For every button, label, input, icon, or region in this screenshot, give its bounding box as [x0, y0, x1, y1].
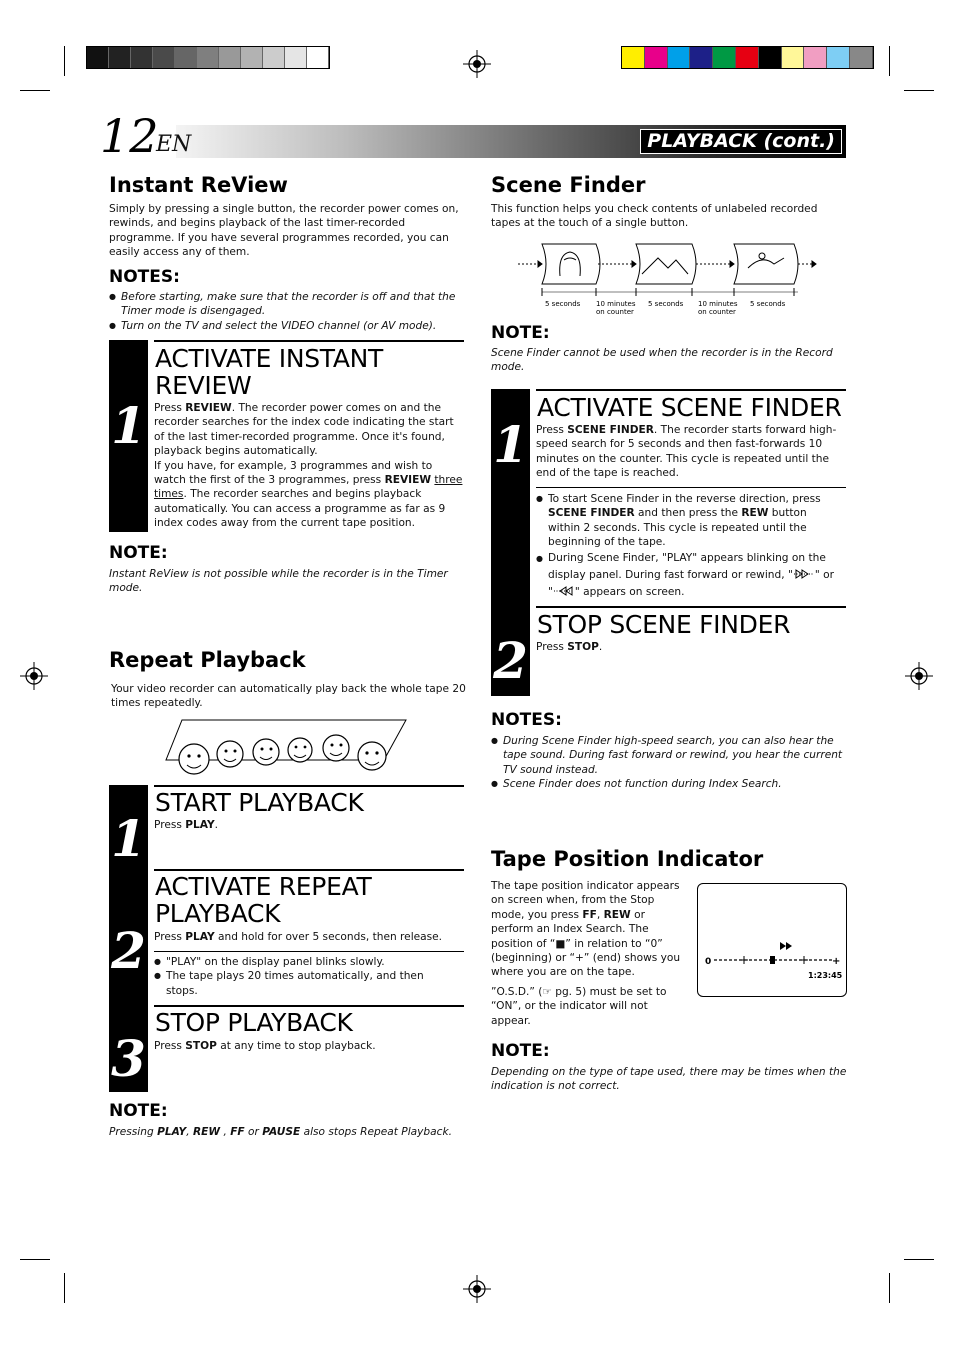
- key-label: SCENE FINDER: [548, 507, 635, 520]
- color-calibration-bar: [621, 46, 874, 69]
- diagram-label: 5 seconds: [648, 300, 684, 308]
- step-text: [536, 423, 846, 481]
- tape-position-note: Depending on the type of tape used, there may be times when the indication is not correct.: [491, 1066, 847, 1093]
- registration-mark-icon: [463, 50, 491, 78]
- gray-swatch: [87, 47, 109, 68]
- key-label: REVIEW: [384, 474, 432, 487]
- crop-mark: [64, 46, 65, 76]
- key-label: REVIEW: [185, 402, 232, 414]
- fast-forward-search-icon: [793, 568, 815, 580]
- diagram-label: on counter: [596, 308, 634, 316]
- text: and then press the: [634, 507, 742, 520]
- key-label: REW: [603, 908, 631, 921]
- header-band: [176, 125, 846, 158]
- key-label: PLAY: [185, 931, 215, 943]
- tape-position-text: [491, 879, 687, 980]
- registration-mark-icon: [463, 1275, 491, 1303]
- gray-swatch: [263, 47, 285, 68]
- section-title: PLAYBACK (cont.): [640, 129, 842, 154]
- gray-swatch: [219, 47, 241, 68]
- text: If you have, for example, 3 programmes and wish to watch the first of the 3 programmes, press: [154, 459, 433, 487]
- note-heading: NOTE:: [491, 323, 550, 343]
- crop-mark: [64, 1273, 65, 1303]
- note-heading: NOTE:: [109, 543, 168, 563]
- scene-finder-diagram: [512, 240, 822, 318]
- text: ,: [186, 1126, 193, 1138]
- step-number-block: [109, 785, 148, 1092]
- text: or: [244, 1126, 263, 1138]
- grayscale-calibration-bar: [86, 46, 330, 69]
- repeat-playback-note: [109, 1125, 469, 1139]
- text: .: [598, 641, 603, 653]
- crop-mark: [889, 1273, 890, 1303]
- text: Press: [154, 402, 186, 414]
- step-text: [154, 401, 464, 531]
- color-swatch: [827, 47, 850, 68]
- text: also stops Repeat Playback.: [300, 1126, 452, 1138]
- step-rule: [154, 340, 464, 342]
- crop-mark: [904, 90, 934, 91]
- color-swatch: [645, 47, 668, 68]
- registration-mark-icon: [905, 662, 933, 690]
- gray-swatch: [241, 47, 263, 68]
- scene-finder-intro: This function helps you check contents of unlabeled recorded tapes at the touch of a single button.: [491, 203, 818, 230]
- step-rule: [154, 869, 464, 871]
- key-label: PAUSE: [262, 1126, 301, 1138]
- text: Press: [154, 819, 186, 831]
- note-heading: NOTE:: [109, 1101, 168, 1121]
- tape-position-indicator: [704, 940, 842, 980]
- key-label: STOP: [185, 1040, 217, 1052]
- diagram-label: 10 minutes: [698, 300, 738, 308]
- bullet-item: [536, 550, 842, 601]
- divider: [154, 951, 464, 952]
- registration-mark-icon: [20, 662, 48, 690]
- step-title: ACTIVATE INSTANT REVIEW: [155, 344, 383, 400]
- text: " appears on screen.: [574, 585, 685, 598]
- color-swatch: [804, 47, 827, 68]
- diagram-label: on counter: [698, 308, 736, 316]
- tape-position-heading: Tape Position Indicator: [491, 847, 764, 871]
- scale-end: +: [832, 956, 841, 967]
- text: To start Scene Finder in the reverse direction, press: [548, 493, 821, 505]
- text: During Scene Finder, "PLAY" appears blinking on the display panel. During fast forward or rewind, ": [548, 551, 826, 581]
- color-swatch: [668, 47, 691, 68]
- repeat-playback-heading: Repeat Playback: [109, 648, 306, 672]
- text: .: [214, 819, 218, 831]
- notes-heading: NOTES:: [491, 710, 562, 730]
- scale-start: 0: [705, 957, 712, 967]
- gray-swatch: [109, 47, 131, 68]
- key-label: FF: [582, 908, 597, 921]
- step-rule: [536, 606, 846, 608]
- key-label: STOP: [567, 641, 599, 653]
- text: . The recorder searches and begins playback automatically. You can access a programme as far as 9 index codes away from the current tape position.: [154, 488, 446, 530]
- note-heading: NOTE:: [491, 1041, 550, 1061]
- text: " or ": [548, 568, 834, 598]
- gray-swatch: [285, 47, 307, 68]
- instant-review-intro: Simply by pressing a single button, the recorder power comes on, rewinds, and begins playback of the last timer-recorded programme. If you have several programmes recorded, you can easily access any of them.: [109, 203, 459, 259]
- step-number: 1: [111, 809, 146, 868]
- color-swatch: [850, 47, 873, 68]
- color-swatch: [759, 47, 782, 68]
- text: . The recorder starts forward high-speed search for 5 seconds and then fast-forwards 10 minutes on the counter. This cycle is repeated until the end of the tape is reached.: [536, 424, 837, 480]
- text: button within 2 seconds. This cycle is repeated until the beginning of the tape.: [548, 507, 807, 549]
- step-title: START PLAYBACK: [155, 788, 364, 817]
- note-item: ● Before starting, make sure that the recorder is off and that the Timer mode is disengaged.: [109, 290, 465, 319]
- key-label: SCENE FINDER: [567, 424, 654, 436]
- step-text: [154, 930, 464, 944]
- step-bullets: [154, 955, 454, 998]
- text: Press: [536, 424, 568, 436]
- rewind-search-icon: [553, 585, 575, 597]
- text: Press: [536, 641, 568, 653]
- crop-mark: [904, 1259, 934, 1260]
- instant-review-note: Instant ReView is not possible while the recorder is in the Timer mode.: [109, 568, 448, 595]
- text: and hold for over 5 seconds, then release.: [214, 931, 443, 943]
- step-title: ACTIVATE REPEAT PLAYBACK: [155, 872, 372, 928]
- note-item: ● During Scene Finder high-speed search, you can also hear the tape sound. During fast forward or rewind, you hear the current TV sound instead.: [491, 734, 847, 777]
- step-text: [154, 1039, 376, 1053]
- key-label: REW: [192, 1126, 221, 1138]
- text: The tape position indicator appears on screen when, from the Stop mode, you press: [491, 880, 680, 921]
- text: Press: [154, 931, 186, 943]
- crop-mark: [20, 1259, 50, 1260]
- color-swatch: [713, 47, 736, 68]
- color-swatch: [622, 47, 645, 68]
- scene-finder-note: Scene Finder cannot be used when the recorder is in the Record mode.: [491, 347, 833, 374]
- diagram-label: 5 seconds: [750, 300, 786, 308]
- step-bullets: [536, 492, 842, 601]
- text: ,: [596, 908, 604, 921]
- text: ,: [220, 1126, 231, 1138]
- repeat-playback-illustration: [160, 716, 410, 778]
- gray-swatch: [197, 47, 219, 68]
- scene-finder-notes: [491, 734, 847, 792]
- diagram-label: 5 seconds: [545, 300, 581, 308]
- osd-text: ”O.S.D.” (☞ pg. 5) must be set to “ON”, or the indicator will not appear.: [491, 986, 667, 1027]
- color-swatch: [782, 47, 805, 68]
- diagram-label: 10 minutes: [596, 300, 636, 308]
- gray-swatch: [131, 47, 153, 68]
- step-title: ACTIVATE SCENE FINDER: [537, 393, 842, 422]
- instant-review-heading: Instant ReView: [109, 173, 288, 197]
- divider: [536, 487, 846, 488]
- step-rule: [154, 1005, 464, 1007]
- step-text: [154, 818, 218, 832]
- page-language: EN: [156, 132, 192, 157]
- note-item: ● Turn on the TV and select the VIDEO channel (or AV mode).: [109, 319, 465, 333]
- crop-mark: [20, 90, 50, 91]
- step-number: 2: [493, 631, 528, 690]
- repeat-playback-intro: Your video recorder can automatically play back the whole tape 20 times repeatedly.: [111, 683, 466, 710]
- text: . The recorder power comes on and the recorder searches for the index code indicating the start of the last timer-recorded programme. Once it's found, playback begins automatically.: [154, 402, 454, 458]
- tape-time: 1:23:45: [808, 971, 842, 980]
- gray-swatch: [307, 47, 329, 68]
- step-number: 3: [111, 1029, 146, 1088]
- text: at any time to stop playback.: [216, 1040, 376, 1052]
- tape-position-screen: [697, 883, 847, 997]
- step-number-block: [491, 389, 530, 696]
- key-label: PLAY: [157, 1126, 187, 1138]
- crop-mark: [889, 46, 890, 76]
- step-rule: [154, 785, 464, 787]
- step-text: [536, 640, 602, 654]
- bullet-item: [536, 492, 842, 550]
- text: Press: [154, 1040, 186, 1052]
- step-rule: [536, 389, 846, 391]
- notes-heading: NOTES:: [109, 267, 180, 287]
- gray-swatch: [153, 47, 175, 68]
- note-item: ● Scene Finder does not function during Index Search.: [491, 777, 847, 791]
- key-label: REW: [741, 507, 769, 520]
- key-label: FF: [230, 1126, 245, 1138]
- text: Pressing: [109, 1126, 158, 1138]
- bullet-item: ● The tape plays 20 times automatically, and then stops.: [154, 969, 454, 998]
- key-label: PLAY: [185, 819, 215, 831]
- color-swatch: [690, 47, 713, 68]
- page-number: 12: [100, 109, 159, 163]
- step-number: 1: [493, 415, 528, 474]
- step-title: STOP PLAYBACK: [155, 1008, 353, 1037]
- color-swatch: [736, 47, 759, 68]
- step-number: 2: [111, 921, 146, 980]
- text: or perform an Index Search. The position of “■” in relation to “0” (beginning) or “+” (end) shows you where you are on the tape.: [491, 908, 681, 979]
- scene-finder-heading: Scene Finder: [491, 173, 646, 197]
- step-number-block: [109, 340, 148, 532]
- instant-review-notes: [109, 290, 465, 333]
- bullet-item: ● "PLAY" on the display panel blinks slowly.: [154, 955, 454, 969]
- step-number: 1: [111, 396, 146, 455]
- text: three times: [154, 474, 463, 501]
- gray-swatch: [175, 47, 197, 68]
- step-title: STOP SCENE FINDER: [537, 610, 791, 639]
